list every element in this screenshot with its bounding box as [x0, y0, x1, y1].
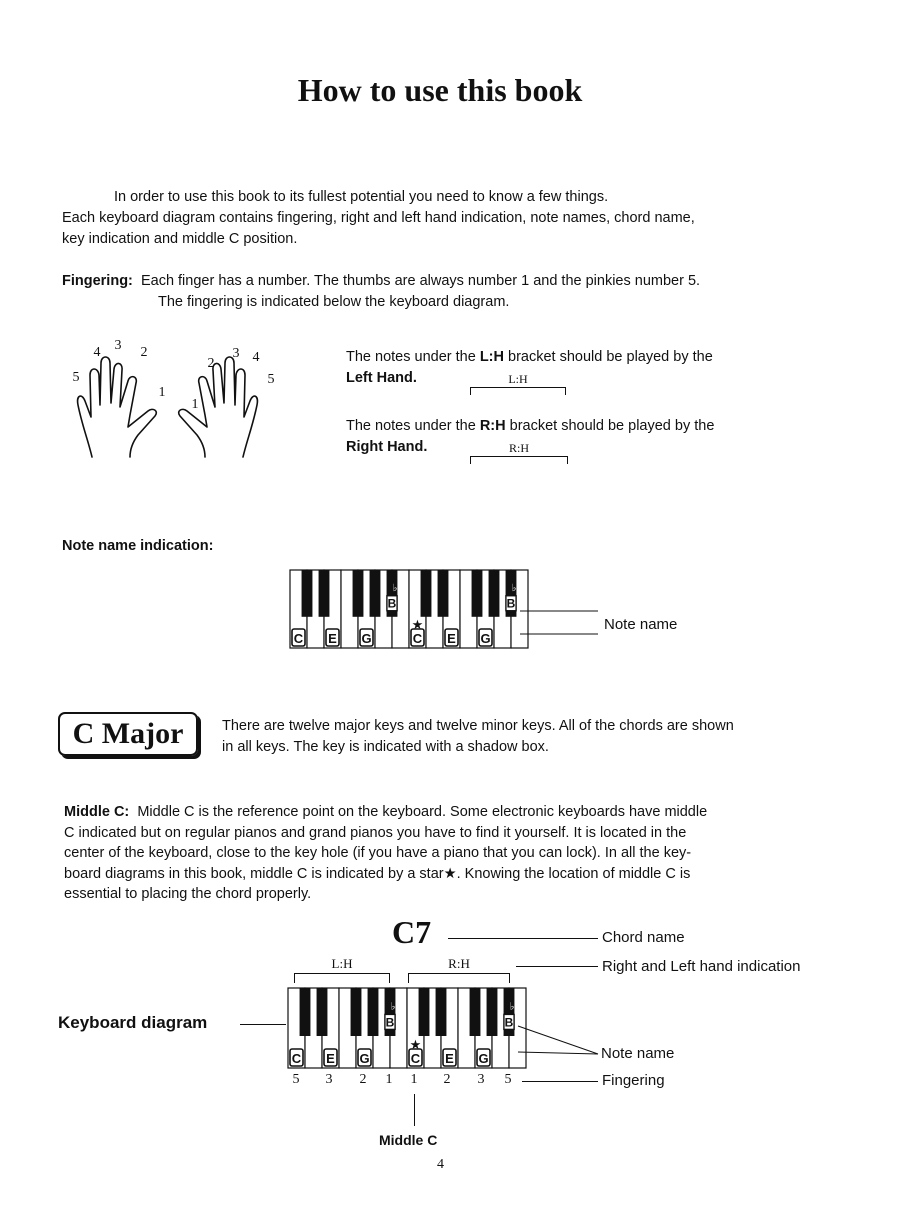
- left-hand-label: Left Hand.: [346, 370, 417, 386]
- rh-code: R:H: [479, 418, 506, 434]
- intro-line-1: In order to use this book to its fullest potential you need to know a few things.: [114, 189, 609, 205]
- chord-name: C7: [392, 914, 432, 950]
- note-letter: E: [447, 631, 456, 646]
- key-line-1: There are twelve major keys and twelve minor keys. All of the chords are shown: [222, 718, 734, 734]
- key-paragraph: [222, 716, 842, 758]
- note-letter: G: [359, 1051, 370, 1066]
- black-key: [317, 988, 328, 1036]
- black-key: [472, 570, 483, 617]
- note-name-heading: Note name indication:: [62, 538, 214, 554]
- hand-indication-line: [516, 966, 598, 967]
- note-name-label: Note name: [604, 616, 678, 633]
- chord-name-label: Chord name: [602, 929, 685, 946]
- note-letter: E: [328, 631, 337, 646]
- keyboard-svg: [288, 988, 526, 1068]
- lh-explanation: The notes under the L:H bracket should be played by the Left Hand.: [346, 347, 806, 389]
- note-letter: C: [293, 631, 304, 646]
- lh-bracket: L:H: [470, 372, 566, 394]
- diagram-note-name-label: Note name: [601, 1045, 675, 1062]
- fingering-heading: Fingering:: [62, 273, 133, 289]
- fingering-number: 2: [443, 1072, 451, 1087]
- lh-finger-2: 2: [140, 345, 148, 360]
- rh-finger-4: 4: [252, 350, 260, 365]
- black-key: [421, 570, 432, 617]
- rh-finger-2: 2: [207, 356, 215, 371]
- middle-c-star: ★: [409, 1038, 422, 1053]
- keyboard-diagram-label: Keyboard diagram: [58, 1013, 208, 1032]
- chord-keyboard: [288, 988, 526, 1068]
- fingering-number: 1: [385, 1072, 393, 1087]
- black-note-letter: B: [504, 1015, 514, 1030]
- diagram-rh-bracket: R:H: [408, 956, 510, 982]
- keyboard-diagram-line: [240, 1024, 286, 1025]
- flat-sign: ♭: [509, 1001, 515, 1013]
- note-letter: G: [478, 1051, 489, 1066]
- lh-finger-5: 5: [72, 370, 80, 385]
- chord-name-line: [448, 938, 598, 939]
- intro-paragraph: [62, 187, 852, 250]
- fingering-number: 5: [292, 1072, 300, 1087]
- rh-explanation: The notes under the R:H bracket should be played by the Right Hand.: [346, 416, 806, 458]
- black-key: [489, 570, 500, 617]
- diagram-lh-bracket: L:H: [294, 956, 390, 982]
- fingering-number: 2: [359, 1072, 367, 1087]
- black-note-letter: B: [506, 596, 516, 611]
- rh-finger-3: 3: [232, 346, 240, 361]
- diagram-note-pointer-lines: [516, 1010, 600, 1056]
- black-note-letter: B: [387, 596, 397, 611]
- fingering-number: 1: [410, 1072, 418, 1087]
- hand-indication-label: Right and Left hand indication: [602, 958, 801, 975]
- black-key: [353, 570, 364, 617]
- intro-line-2: Each keyboard diagram contains fingering, right and left hand indication, note names, chord name,: [62, 210, 695, 226]
- page-title: How to use this book: [297, 72, 583, 108]
- note-name-keyboard: [290, 570, 528, 648]
- middle-c-star: ★: [411, 618, 424, 633]
- note-letter: C: [291, 1051, 302, 1066]
- key-shadow-box: C Major: [58, 712, 198, 756]
- middle-c-paragraph: Middle C: Middle C is the reference point on the keyboard. Some electronic keyboards have middle C indicated but on regular pianos and grand pianos you have to find it yourself. It is located in the center of the keyboard, close to the key hole (if you have a piano that you can lock). In all the key- board diagrams in this book, middle C is indicated by a star★. Knowing the location of middle C is essential to placing the chord properly.: [64, 804, 708, 902]
- key-line-2: in all keys. The key is indicated with a shadow box.: [222, 739, 549, 755]
- black-key: [419, 988, 430, 1036]
- fingering-label: Fingering: [602, 1072, 665, 1089]
- middle-c-heading: Middle C:: [64, 804, 130, 820]
- note-name-pointer-lines: [518, 600, 600, 640]
- note-letter: C: [412, 631, 423, 646]
- flat-sign: ♭: [511, 583, 517, 595]
- lh-finger-3: 3: [114, 338, 122, 353]
- black-key: [436, 988, 447, 1036]
- fingering-paragraph: [62, 271, 862, 313]
- note-letter: E: [445, 1051, 454, 1066]
- middle-c-line: [414, 1094, 415, 1126]
- black-key: [370, 570, 381, 617]
- fingering-number: 3: [477, 1072, 485, 1087]
- black-key: [368, 988, 379, 1036]
- right-hand-label: Right Hand.: [346, 439, 428, 455]
- fingering-number: 5: [504, 1072, 512, 1087]
- note-letter: E: [326, 1051, 335, 1066]
- rh-finger-5: 5: [267, 372, 275, 387]
- flat-sign: ♭: [392, 583, 398, 595]
- lh-code: L:H: [479, 349, 504, 365]
- page-number: 4: [437, 1157, 444, 1172]
- flat-sign: ♭: [390, 1001, 396, 1013]
- rh-bracket: R:H: [470, 441, 568, 463]
- black-note-letter: B: [385, 1015, 395, 1030]
- fingering-line-2: The fingering is indicated below the keyboard diagram.: [158, 294, 510, 310]
- rh-finger-1: 1: [191, 397, 199, 412]
- black-key: [470, 988, 481, 1036]
- note-letter: C: [410, 1051, 421, 1066]
- fingering-line-1: Each finger has a number. The thumbs are always number 1 and the pinkies number 5.: [140, 273, 701, 289]
- lh-finger-1: 1: [158, 385, 166, 400]
- left-hand-outline: [78, 357, 157, 457]
- note-letter: G: [361, 631, 372, 646]
- middle-c-label: Middle C: [379, 1132, 438, 1148]
- keyboard-svg: [290, 570, 528, 648]
- note-letter: G: [480, 631, 491, 646]
- fingering-number: 3: [325, 1072, 333, 1087]
- intro-line-3: key indication and middle C position.: [62, 231, 298, 247]
- diagram-fingering-row: [288, 1072, 526, 1092]
- black-key: [302, 570, 313, 617]
- black-key: [300, 988, 311, 1036]
- fingering-line: [522, 1081, 598, 1082]
- black-key: [438, 570, 449, 617]
- black-key: [319, 570, 330, 617]
- lh-finger-4: 4: [93, 345, 101, 360]
- black-key: [487, 988, 498, 1036]
- black-key: [351, 988, 362, 1036]
